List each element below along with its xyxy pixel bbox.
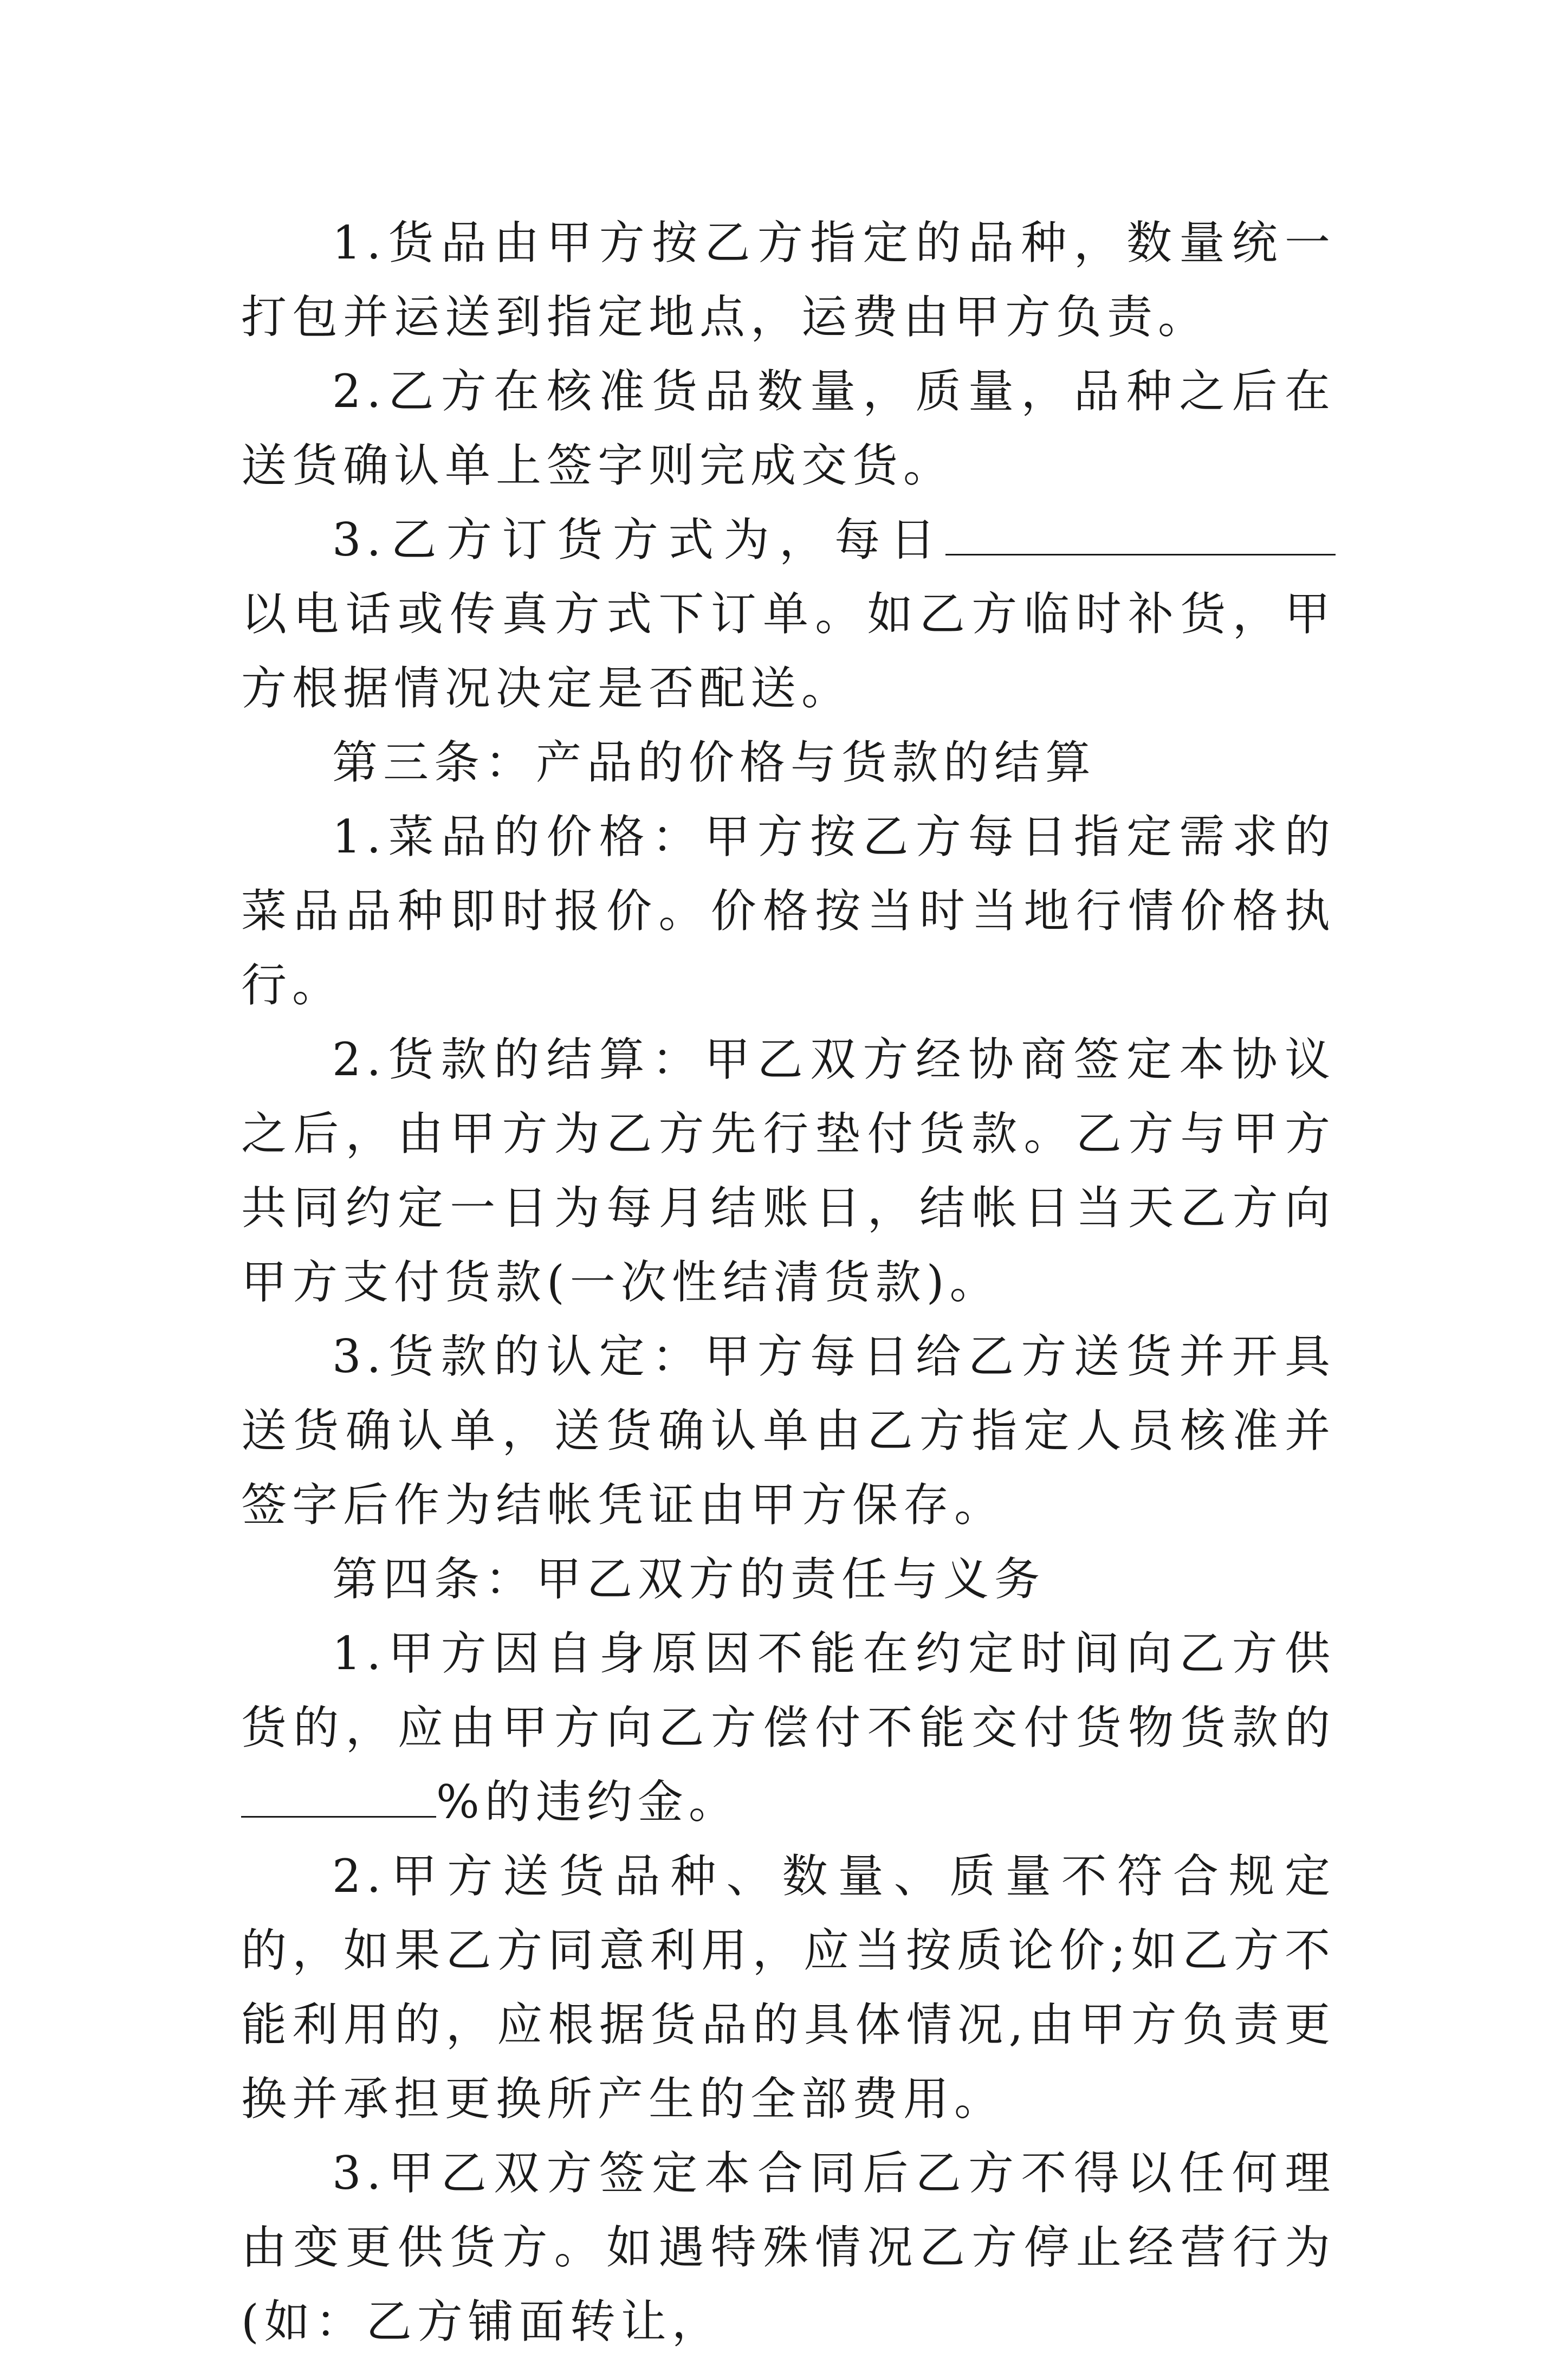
clause-4-item-2 [241,1839,1336,2136]
document-body [241,206,1336,2359]
clause-2-item-3 [241,503,1336,726]
paragraph-text-after-blank: %的违约金。 [436,1775,740,1828]
paragraph-text-before-blank: 3.乙方订货方式为，每日 [332,513,945,566]
clause-3-item-2 [241,1023,1336,1320]
section-heading-article-4 [241,1542,1336,1617]
fill-in-blank-penalty-percent [241,1778,436,1818]
paragraph-text: 1.菜品的价格：甲方按乙方每日指定需求的菜品品种即时报价。价格按当时当地行情价格执行。 [241,810,1336,1012]
heading-text: 第四条：甲乙双方的责任与义务 [332,1553,1046,1606]
clause-4-item-1 [241,1617,1336,1839]
paragraph-text-after-blank: 以电话或传真方式下订单。如乙方临时补货，甲方根据情况决定是否配送。 [241,587,1336,715]
paragraph-text: 2.甲方送货品种、数量、质量不符合规定的，如果乙方同意利用，应当按质论价;如乙方不能利用的，应根据货品的具体情况,由甲方负责更换并承担更换所产生的全部费用。 [241,1850,1336,2125]
paragraph-text: 1.货品由甲方按乙方指定的品种，数量统一打包并运送到指定地点，运费由甲方负责。 [241,216,1336,344]
paragraph-text: 2.货款的结算：甲乙双方经协商签定本协议之后，由甲方为乙方先行垫付货款。乙方与甲方共同约定一日为每月结账日，结帐日当天乙方向甲方支付货款(一次性结清货款)。 [241,1033,1336,1309]
clause-2-item-2 [241,354,1336,503]
clause-2-item-1 [241,206,1336,354]
paragraph-text: 3.甲乙双方签定本合同后乙方不得以任何理由变更供货方。如遇特殊情况乙方停止经营行为(如：乙方铺面转让， [241,2147,1336,2348]
heading-text: 第三条：产品的价格与货款的结算 [332,736,1097,789]
clause-4-item-3 [241,2136,1336,2359]
paragraph-text: 2.乙方在核准货品数量，质量，品种之后在送货确认单上签字则完成交货。 [241,365,1336,492]
paragraph-text-before-blank: 1.甲方因自身原因不能在约定时间向乙方供货的，应由甲方向乙方偿付不能交付货物货款的 [241,1627,1336,1754]
clause-3-item-3 [241,1320,1336,1542]
paragraph-text: 3.货款的认定：甲方每日给乙方送货并开具送货确认单，送货确认单由乙方指定人员核准并签字后作为结帐凭证由甲方保存。 [241,1330,1336,1531]
section-heading-article-3 [241,726,1336,800]
fill-in-blank-order-time [945,516,1336,555]
clause-3-item-1 [241,800,1336,1023]
